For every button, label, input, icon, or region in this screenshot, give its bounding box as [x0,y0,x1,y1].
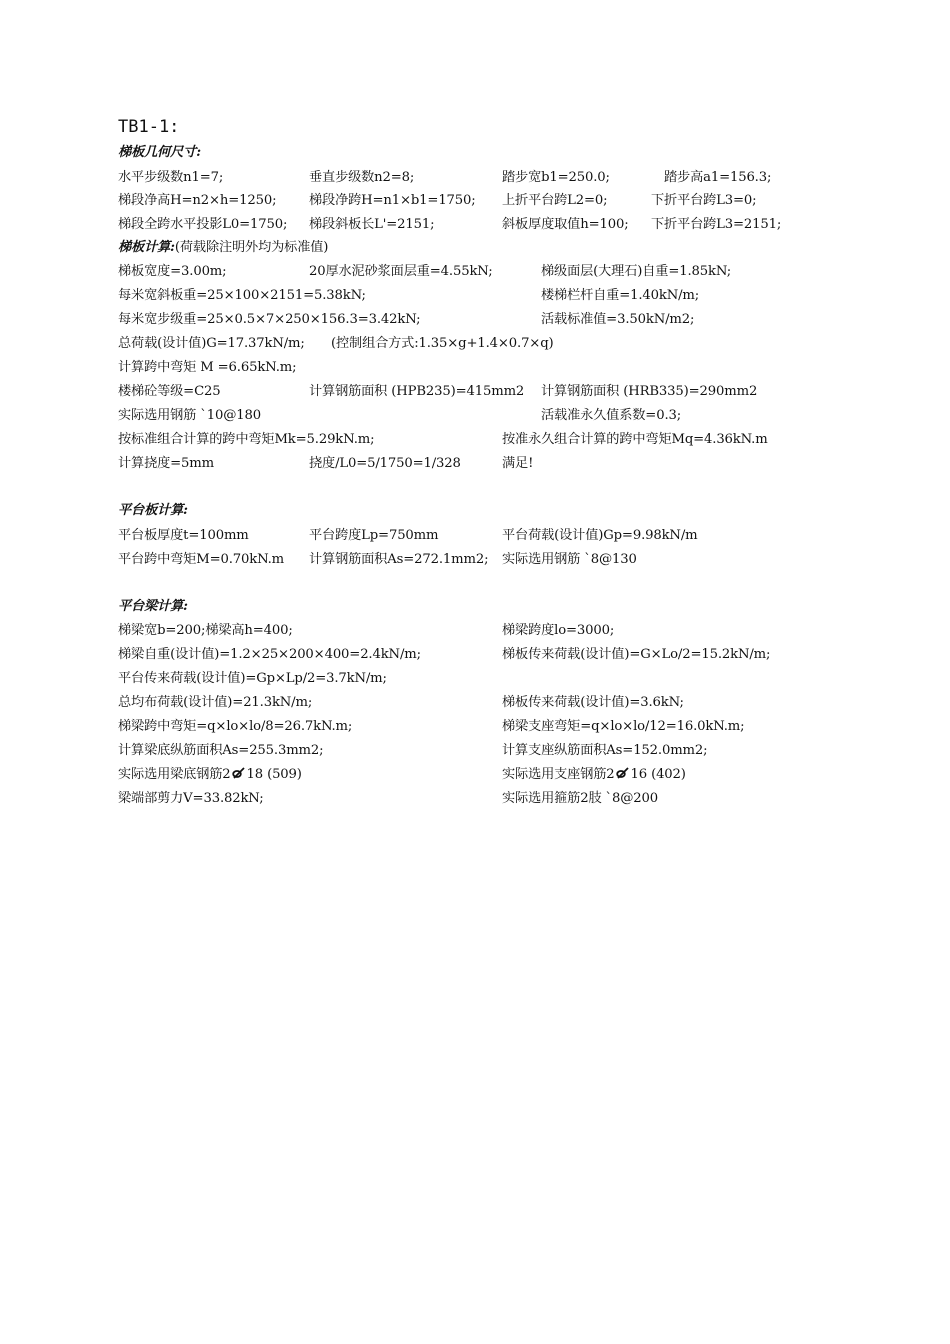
text-cell: 斜板厚度取值h=100; [502,217,629,232]
slab-row [0,358,950,382]
slab-row [0,262,950,286]
platform-beam-row [0,765,950,789]
slab-heading-line [0,238,950,262]
text-fragment: 18 (509) [246,767,302,782]
text-cell: 下折平台跨L3=2151; [651,217,782,232]
text-cell: 总荷载(设计值)G=17.37kN/m; [118,336,305,351]
slab-heading: 梯板计算: [118,240,175,255]
text-cell: 踏步高a1=156.3; [664,170,772,185]
text-cell: 平台跨中弯矩M=0.70kN.m [118,552,285,567]
text-cell: 计算梁底纵筋面积As=255.3mm2; [118,743,324,758]
platform-slab-heading: 平台板计算: [118,503,188,518]
text-cell: 计算钢筋面积 (HPB235)=415mm2 [309,384,525,399]
text-cell: 满足! [502,456,534,471]
text-cell: 梯板传来荷载(设计值)=G×Lo/2=15.2kN/m; [502,647,771,662]
text-cell: 梁端部剪力V=33.82kN; [118,791,264,806]
text-fragment: 实际选用支座钢筋2 [502,767,615,782]
text-cell: 按准永久组合计算的跨中弯矩Mq=4.36kN.m [502,432,768,447]
text-cell: 挠度/L0=5/1750=1/328 [309,456,461,471]
text-cell: 计算钢筋面积As=272.1mm2; [309,552,489,567]
text-cell: 平台传来荷载(设计值)=Gp×Lp/2=3.7kN/m; [118,671,387,686]
text-cell: 梯段全跨水平投影L0=1750; [118,217,288,232]
text-cell: 计算支座纵筋面积As=152.0mm2; [502,743,708,758]
text-cell: 下折平台跨L3=0; [651,193,757,208]
rebar-symbol-icon [232,767,246,779]
slab-row [0,382,950,406]
text-cell: 活载标准值=3.50kN/m2; [541,312,695,327]
slab-row [0,334,950,358]
platform-beam-heading-line [0,597,950,621]
slab-heading-wrap [118,238,328,258]
rebar-symbol-icon [616,767,630,779]
text-cell: 梯梁跨度lo=3000; [502,623,615,638]
text-cell: 实际选用钢筋 `10@180 [118,408,261,423]
text-cell: 实际选用箍筋2肢 `8@200 [502,791,658,806]
text-cell: 上折平台跨L2=0; [502,193,608,208]
text-fragment: 16 (402) [630,767,686,782]
platform-beam-row [0,717,950,741]
text-fragment: 实际选用梁底钢筋2 [118,767,231,782]
geometry-row [0,215,950,239]
platform-slab-heading-line [0,501,950,525]
slab-row [0,310,950,334]
document-title: TB1-1: [118,117,180,137]
text-cell: 梯梁自重(设计值)=1.2×25×200×400=2.4kN/m; [118,647,421,662]
slab-row [0,406,950,430]
geometry-row [0,168,950,192]
text-cell: 计算跨中弯矩 M =6.65kN.m; [118,360,297,375]
text-cell: 梯板宽度=3.00m; [118,264,227,279]
text-cell: 梯梁跨中弯矩=q×lo×lo/8=26.7kN.m; [118,719,353,734]
platform-beam-row [0,693,950,717]
text-cell: 梯级面层(大理石)自重=1.85kN; [541,264,732,279]
text-cell: 水平步级数n1=7; [118,170,224,185]
platform-beam-row [0,621,950,645]
text-cell: 梯梁支座弯矩=q×lo×lo/12=16.0kN.m; [502,719,745,734]
text-cell: 楼梯栏杆自重=1.40kN/m; [541,288,700,303]
text-cell: (控制组合方式:1.35×g+1.4×0.7×q) [331,336,554,351]
geometry-heading-line [0,143,950,167]
text-cell: 垂直步级数n2=8; [309,170,415,185]
text-cell: 每米宽斜板重=25×100×2151=5.38kN; [118,288,366,303]
text-cell: 平台荷载(设计值)Gp=9.98kN/m [502,528,698,543]
text-cell: 楼梯砼等级=C25 [118,384,221,399]
platform-beam-row [0,789,950,813]
text-cell [502,765,686,785]
slab-heading-note: (荷载除注明外均为标准值) [174,240,329,255]
text-cell: 平台板厚度t=100mm [118,528,249,543]
text-cell: 梯段净高H=n2×h=1250; [118,193,277,208]
text-cell: 梯段斜板长L'=2151; [309,217,435,232]
geometry-row [0,191,950,215]
text-cell: 梯段净跨H=n1×b1=1750; [309,193,476,208]
text-cell: 20厚水泥砂浆面层重=4.55kN; [309,264,493,279]
text-cell: 实际选用钢筋 `8@130 [502,552,637,567]
platform-beam-row [0,645,950,669]
text-cell: 平台跨度Lp=750mm [309,528,439,543]
platform-beam-row [0,669,950,693]
text-cell: 计算挠度=5mm [118,456,214,471]
platform-beam-heading: 平台梁计算: [118,599,188,614]
text-cell: 每米宽步级重=25×0.5×7×250×156.3=3.42kN; [118,312,421,327]
text-cell: 活载准永久值系数=0.3; [541,408,682,423]
slab-row [0,454,950,478]
text-cell: 按标准组合计算的跨中弯矩Mk=5.29kN.m; [118,432,375,447]
platform-slab-row [0,550,950,574]
text-cell: 梯板传来荷载(设计值)=3.6kN; [502,695,684,710]
platform-beam-row [0,741,950,765]
slab-row [0,430,950,454]
platform-slab-row [0,526,950,550]
text-cell: 计算钢筋面积 (HRB335)=290mm2 [541,384,758,399]
text-cell [118,765,302,785]
geometry-heading: 梯板几何尺寸: [118,145,201,160]
text-cell: 总均布荷载(设计值)=21.3kN/m; [118,695,313,710]
text-cell: 梯梁宽b=200;梯梁高h=400; [118,623,293,638]
slab-row [0,286,950,310]
text-cell: 踏步宽b1=250.0; [502,170,610,185]
